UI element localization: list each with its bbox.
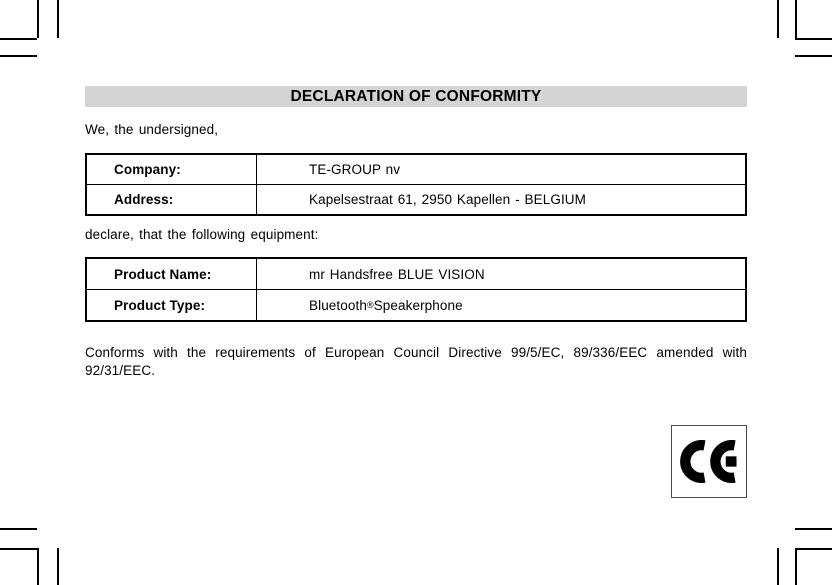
conformity-text: Conforms with the requirements of European Council Directive 99/5/EC, 89/336/EEC amended with 92/31/EEC. [85,345,747,378]
row-label: Company: [87,155,257,184]
crop-mark [795,55,832,57]
crop-mark [795,38,832,40]
row-value: Kapelsestraat 61, 2950 Kapellen - BELGIUM [309,192,587,207]
crop-mark [795,528,832,530]
ce-mark-box [671,425,747,498]
crop-mark [0,38,37,40]
crop-mark [795,548,797,585]
product-name-row [87,259,745,289]
address-row [87,184,745,214]
crop-mark [57,548,59,585]
intro-text: We, the undersigned, [85,122,219,137]
ce-mark-icon [680,440,738,483]
row-label: Address: [87,185,257,214]
row-label: Product Type: [87,290,257,320]
crop-mark [777,0,779,38]
row-value: Bluetooth ® Speakerphone [309,297,463,313]
row-label: Product Name: [87,259,257,289]
title-bar [85,86,747,107]
crop-mark [777,548,779,585]
product-type-row [87,289,745,320]
crop-mark [57,0,59,38]
declare-text: declare, that the following equipment: [85,227,319,242]
page-title: DECLARATION OF CONFORMITY [290,87,542,105]
crop-mark [0,55,37,57]
product-type-text: Bluetooth [309,297,367,313]
product-type-text: Speakerphone [373,297,463,313]
crop-mark [0,528,37,530]
crop-mark [0,548,37,550]
company-table [85,153,747,216]
row-value: TE-GROUP nv [309,162,401,177]
crop-mark [37,548,39,585]
crop-mark [795,548,832,550]
crop-mark [37,0,39,38]
crop-mark [795,0,797,38]
company-row [87,155,745,184]
equipment-table [85,257,747,322]
row-value: mr Handsfree BLUE VISION [309,266,485,282]
